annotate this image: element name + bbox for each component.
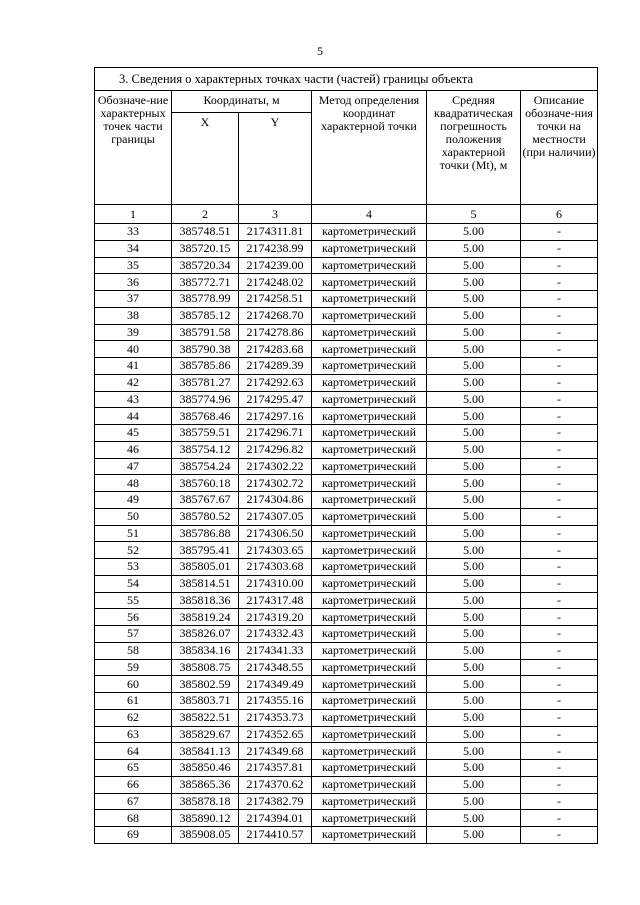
y-cell: 2174268.70 — [239, 307, 312, 324]
description-cell: - — [521, 592, 598, 609]
header-accuracy: Средняя квадратическая погрешность положения характерной точки (Mt), м — [427, 91, 521, 205]
point-cell: 46 — [95, 441, 172, 458]
x-cell: 385818.36 — [172, 592, 239, 609]
point-cell: 41 — [95, 358, 172, 375]
point-cell: 63 — [95, 726, 172, 743]
description-cell: - — [521, 274, 598, 291]
method-cell: картометрический — [312, 760, 427, 777]
y-cell: 2174307.05 — [239, 508, 312, 525]
y-cell: 2174341.33 — [239, 642, 312, 659]
method-cell: картометрический — [312, 291, 427, 308]
description-cell: - — [521, 324, 598, 341]
x-cell: 385720.34 — [172, 257, 239, 274]
description-cell: - — [521, 743, 598, 760]
header-designation: Обозначе-ние характерных точек части границы — [95, 91, 172, 205]
description-cell: - — [521, 291, 598, 308]
y-cell: 2174317.48 — [239, 592, 312, 609]
y-cell: 2174303.68 — [239, 559, 312, 576]
description-cell: - — [521, 508, 598, 525]
table-row — [95, 408, 598, 425]
x-cell: 385786.88 — [172, 525, 239, 542]
accuracy-cell: 5.00 — [427, 827, 521, 844]
table-row — [95, 776, 598, 793]
table-row — [95, 475, 598, 492]
point-cell: 35 — [95, 257, 172, 274]
description-cell: - — [521, 374, 598, 391]
y-cell: 2174303.65 — [239, 542, 312, 559]
y-cell: 2174349.49 — [239, 676, 312, 693]
accuracy-cell: 5.00 — [427, 425, 521, 442]
header-description: Описание обозначе-ния точки на местности (при наличии) — [521, 91, 598, 205]
method-cell: картометрический — [312, 743, 427, 760]
point-cell: 52 — [95, 542, 172, 559]
y-cell: 2174306.50 — [239, 525, 312, 542]
x-cell: 385878.18 — [172, 793, 239, 810]
x-cell: 385767.67 — [172, 492, 239, 509]
point-cell: 33 — [95, 224, 172, 241]
method-cell: картометрический — [312, 626, 427, 643]
accuracy-cell: 5.00 — [427, 776, 521, 793]
method-cell: картометрический — [312, 575, 427, 592]
y-cell: 2174382.79 — [239, 793, 312, 810]
table-row — [95, 693, 598, 710]
accuracy-cell: 5.00 — [427, 726, 521, 743]
method-cell: картометрический — [312, 776, 427, 793]
method-cell: картометрический — [312, 592, 427, 609]
method-cell: картометрический — [312, 358, 427, 375]
point-cell: 54 — [95, 575, 172, 592]
y-cell: 2174319.20 — [239, 609, 312, 626]
point-cell: 49 — [95, 492, 172, 509]
x-cell: 385774.96 — [172, 391, 239, 408]
table-row — [95, 542, 598, 559]
method-cell: картометрический — [312, 475, 427, 492]
point-cell: 50 — [95, 508, 172, 525]
table-row — [95, 575, 598, 592]
point-cell: 36 — [95, 274, 172, 291]
description-cell: - — [521, 341, 598, 358]
x-cell: 385785.12 — [172, 307, 239, 324]
table-row — [95, 760, 598, 777]
x-cell: 385841.13 — [172, 743, 239, 760]
column-number-row — [95, 205, 598, 224]
point-cell: 64 — [95, 743, 172, 760]
accuracy-cell: 5.00 — [427, 626, 521, 643]
description-cell: - — [521, 441, 598, 458]
y-cell: 2174332.43 — [239, 626, 312, 643]
y-cell: 2174357.81 — [239, 760, 312, 777]
table-row — [95, 240, 598, 257]
table-row — [95, 492, 598, 509]
accuracy-cell: 5.00 — [427, 374, 521, 391]
point-cell: 48 — [95, 475, 172, 492]
x-cell: 385780.52 — [172, 508, 239, 525]
y-cell: 2174348.55 — [239, 659, 312, 676]
description-cell: - — [521, 257, 598, 274]
table-row — [95, 743, 598, 760]
header-method: Метод определения координат характерной точки — [312, 91, 427, 205]
accuracy-cell: 5.00 — [427, 458, 521, 475]
point-cell: 61 — [95, 693, 172, 710]
description-cell: - — [521, 391, 598, 408]
point-cell: 59 — [95, 659, 172, 676]
x-cell: 385890.12 — [172, 810, 239, 827]
x-cell: 385754.12 — [172, 441, 239, 458]
point-cell: 47 — [95, 458, 172, 475]
table-row — [95, 793, 598, 810]
point-cell: 38 — [95, 307, 172, 324]
description-cell: - — [521, 626, 598, 643]
table-row — [95, 307, 598, 324]
point-cell: 43 — [95, 391, 172, 408]
method-cell: картометрический — [312, 609, 427, 626]
point-cell: 68 — [95, 810, 172, 827]
method-cell: картометрический — [312, 709, 427, 726]
x-cell: 385834.16 — [172, 642, 239, 659]
method-cell: картометрический — [312, 391, 427, 408]
accuracy-cell: 5.00 — [427, 760, 521, 777]
accuracy-cell: 5.00 — [427, 475, 521, 492]
point-cell: 39 — [95, 324, 172, 341]
table-row — [95, 441, 598, 458]
table-row — [95, 257, 598, 274]
table-row — [95, 676, 598, 693]
y-cell: 2174295.47 — [239, 391, 312, 408]
point-cell: 51 — [95, 525, 172, 542]
method-cell: картометрический — [312, 257, 427, 274]
table-row — [95, 458, 598, 475]
description-cell: - — [521, 525, 598, 542]
x-cell: 385826.07 — [172, 626, 239, 643]
table-row — [95, 559, 598, 576]
point-cell: 56 — [95, 609, 172, 626]
x-cell: 385819.24 — [172, 609, 239, 626]
table-row — [95, 291, 598, 308]
method-cell: картометрический — [312, 542, 427, 559]
x-cell: 385808.75 — [172, 659, 239, 676]
y-cell: 2174292.63 — [239, 374, 312, 391]
accuracy-cell: 5.00 — [427, 240, 521, 257]
accuracy-cell: 5.00 — [427, 525, 521, 542]
description-cell: - — [521, 676, 598, 693]
column-number: 6 — [521, 205, 598, 224]
x-cell: 385720.15 — [172, 240, 239, 257]
table-row — [95, 224, 598, 241]
x-cell: 385822.51 — [172, 709, 239, 726]
y-cell: 2174296.82 — [239, 441, 312, 458]
accuracy-cell: 5.00 — [427, 676, 521, 693]
y-cell: 2174239.00 — [239, 257, 312, 274]
x-cell: 385754.24 — [172, 458, 239, 475]
point-cell: 53 — [95, 559, 172, 576]
table-row — [95, 425, 598, 442]
table-row — [95, 525, 598, 542]
x-cell: 385778.99 — [172, 291, 239, 308]
description-cell: - — [521, 458, 598, 475]
table-row — [95, 609, 598, 626]
accuracy-cell: 5.00 — [427, 257, 521, 274]
x-cell: 385759.51 — [172, 425, 239, 442]
accuracy-cell: 5.00 — [427, 408, 521, 425]
table-row — [95, 659, 598, 676]
x-cell: 385829.67 — [172, 726, 239, 743]
header-y: Y — [239, 113, 312, 205]
x-cell: 385908.05 — [172, 827, 239, 844]
point-cell: 65 — [95, 760, 172, 777]
table-row — [95, 341, 598, 358]
page-number: 5 — [317, 44, 323, 58]
method-cell: картометрический — [312, 374, 427, 391]
description-cell: - — [521, 559, 598, 576]
method-cell: картометрический — [312, 441, 427, 458]
method-cell: картометрический — [312, 642, 427, 659]
x-cell: 385785.86 — [172, 358, 239, 375]
description-cell: - — [521, 726, 598, 743]
description-cell: - — [521, 776, 598, 793]
column-number: 3 — [239, 205, 312, 224]
x-cell: 385748.51 — [172, 224, 239, 241]
description-cell: - — [521, 408, 598, 425]
method-cell: картометрический — [312, 408, 427, 425]
table-row — [95, 642, 598, 659]
point-cell: 34 — [95, 240, 172, 257]
accuracy-cell: 5.00 — [427, 592, 521, 609]
y-cell: 2174394.01 — [239, 810, 312, 827]
point-cell: 44 — [95, 408, 172, 425]
accuracy-cell: 5.00 — [427, 341, 521, 358]
accuracy-cell: 5.00 — [427, 693, 521, 710]
method-cell: картометрический — [312, 676, 427, 693]
description-cell: - — [521, 709, 598, 726]
description-cell: - — [521, 475, 598, 492]
description-cell: - — [521, 693, 598, 710]
point-cell: 60 — [95, 676, 172, 693]
method-cell: картометрический — [312, 508, 427, 525]
description-cell: - — [521, 492, 598, 509]
y-cell: 2174302.72 — [239, 475, 312, 492]
method-cell: картометрический — [312, 240, 427, 257]
table-row — [95, 508, 598, 525]
y-cell: 2174302.22 — [239, 458, 312, 475]
x-cell: 385795.41 — [172, 542, 239, 559]
accuracy-cell: 5.00 — [427, 291, 521, 308]
description-cell: - — [521, 575, 598, 592]
table-row — [95, 274, 598, 291]
y-cell: 2174289.39 — [239, 358, 312, 375]
y-cell: 2174355.16 — [239, 693, 312, 710]
header-coordinates: Координаты, м — [172, 91, 312, 113]
x-cell: 385790.38 — [172, 341, 239, 358]
y-cell: 2174352.65 — [239, 726, 312, 743]
point-cell: 37 — [95, 291, 172, 308]
x-cell: 385865.36 — [172, 776, 239, 793]
point-cell: 58 — [95, 642, 172, 659]
y-cell: 2174296.71 — [239, 425, 312, 442]
accuracy-cell: 5.00 — [427, 358, 521, 375]
x-cell: 385791.58 — [172, 324, 239, 341]
y-cell: 2174370.62 — [239, 776, 312, 793]
method-cell: картометрический — [312, 425, 427, 442]
method-cell: картометрический — [312, 726, 427, 743]
accuracy-cell: 5.00 — [427, 492, 521, 509]
method-cell: картометрический — [312, 307, 427, 324]
table-row — [95, 374, 598, 391]
point-cell: 67 — [95, 793, 172, 810]
description-cell: - — [521, 542, 598, 559]
method-cell: картометрический — [312, 458, 427, 475]
method-cell: картометрический — [312, 559, 427, 576]
table-row — [95, 391, 598, 408]
description-cell: - — [521, 827, 598, 844]
x-cell: 385850.46 — [172, 760, 239, 777]
accuracy-cell: 5.00 — [427, 793, 521, 810]
description-cell: - — [521, 358, 598, 375]
y-cell: 2174310.00 — [239, 575, 312, 592]
accuracy-cell: 5.00 — [427, 391, 521, 408]
column-number: 2 — [172, 205, 239, 224]
table-row — [95, 726, 598, 743]
y-cell: 2174238.99 — [239, 240, 312, 257]
x-cell: 385760.18 — [172, 475, 239, 492]
table-row — [95, 358, 598, 375]
table-row — [95, 810, 598, 827]
y-cell: 2174304.86 — [239, 492, 312, 509]
point-cell: 57 — [95, 626, 172, 643]
x-cell: 385772.71 — [172, 274, 239, 291]
method-cell: картометрический — [312, 659, 427, 676]
accuracy-cell: 5.00 — [427, 324, 521, 341]
x-cell: 385803.71 — [172, 693, 239, 710]
method-cell: картометрический — [312, 793, 427, 810]
description-cell: - — [521, 307, 598, 324]
method-cell: картометрический — [312, 525, 427, 542]
description-cell: - — [521, 760, 598, 777]
description-cell: - — [521, 659, 598, 676]
point-cell: 66 — [95, 776, 172, 793]
method-cell: картометрический — [312, 810, 427, 827]
method-cell: картометрический — [312, 224, 427, 241]
method-cell: картометрический — [312, 827, 427, 844]
description-cell: - — [521, 425, 598, 442]
accuracy-cell: 5.00 — [427, 810, 521, 827]
table-row — [95, 626, 598, 643]
x-cell: 385805.01 — [172, 559, 239, 576]
description-cell: - — [521, 793, 598, 810]
table-row — [95, 592, 598, 609]
description-cell: - — [521, 642, 598, 659]
description-cell: - — [521, 240, 598, 257]
method-cell: картометрический — [312, 341, 427, 358]
y-cell: 2174410.57 — [239, 827, 312, 844]
table-row — [95, 827, 598, 844]
accuracy-cell: 5.00 — [427, 659, 521, 676]
section-title: 3. Сведения о характерных точках части (частей) границы объекта — [95, 68, 598, 91]
accuracy-cell: 5.00 — [427, 508, 521, 525]
header-x: X — [172, 113, 239, 205]
points-table — [94, 67, 598, 844]
accuracy-cell: 5.00 — [427, 224, 521, 241]
column-number: 1 — [95, 205, 172, 224]
x-cell: 385781.27 — [172, 374, 239, 391]
y-cell: 2174283.68 — [239, 341, 312, 358]
y-cell: 2174349.68 — [239, 743, 312, 760]
accuracy-cell: 5.00 — [427, 575, 521, 592]
accuracy-cell: 5.00 — [427, 559, 521, 576]
accuracy-cell: 5.00 — [427, 743, 521, 760]
accuracy-cell: 5.00 — [427, 274, 521, 291]
point-cell: 42 — [95, 374, 172, 391]
column-number: 5 — [427, 205, 521, 224]
x-cell: 385768.46 — [172, 408, 239, 425]
y-cell: 2174311.81 — [239, 224, 312, 241]
method-cell: картометрический — [312, 324, 427, 341]
table-row — [95, 324, 598, 341]
method-cell: картометрический — [312, 274, 427, 291]
description-cell: - — [521, 810, 598, 827]
point-cell: 40 — [95, 341, 172, 358]
column-number: 4 — [312, 205, 427, 224]
y-cell: 2174353.73 — [239, 709, 312, 726]
y-cell: 2174278.86 — [239, 324, 312, 341]
x-cell: 385802.59 — [172, 676, 239, 693]
table-row — [95, 709, 598, 726]
x-cell: 385814.51 — [172, 575, 239, 592]
method-cell: картометрический — [312, 492, 427, 509]
accuracy-cell: 5.00 — [427, 441, 521, 458]
point-cell: 69 — [95, 827, 172, 844]
accuracy-cell: 5.00 — [427, 542, 521, 559]
description-cell: - — [521, 224, 598, 241]
y-cell: 2174248.02 — [239, 274, 312, 291]
accuracy-cell: 5.00 — [427, 642, 521, 659]
point-cell: 62 — [95, 709, 172, 726]
description-cell: - — [521, 609, 598, 626]
y-cell: 2174258.51 — [239, 291, 312, 308]
y-cell: 2174297.16 — [239, 408, 312, 425]
accuracy-cell: 5.00 — [427, 609, 521, 626]
point-cell: 45 — [95, 425, 172, 442]
method-cell: картометрический — [312, 693, 427, 710]
accuracy-cell: 5.00 — [427, 307, 521, 324]
accuracy-cell: 5.00 — [427, 709, 521, 726]
point-cell: 55 — [95, 592, 172, 609]
